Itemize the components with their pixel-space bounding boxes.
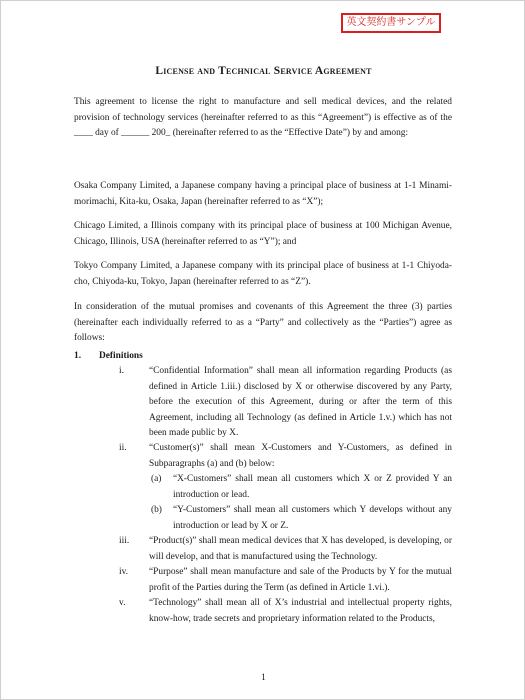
- item-number: v.: [119, 598, 126, 608]
- item-number: i.: [119, 366, 124, 376]
- definition-y-customers: “Y-Customers” shall mean all customers which Y develops without any introduction or lead by X or Z.: [173, 505, 452, 531]
- section-number: 1.: [74, 351, 82, 361]
- item-number: iv.: [119, 567, 129, 577]
- definition-confidential-information: “Confidential Information” shall mean all information regarding Products (as defined in Article 1.iii.) disclosed by X or otherwise discovered by any Party, before the execution of this Agreement, during or after the term of this Agreement, including all Technology (as defined in Article 1.v.) which has not been made public by X.: [149, 366, 452, 438]
- subitem-number: (a): [151, 474, 162, 484]
- intro-paragraph: This agreement to license the right to manufacture and sell medical devices, and the related provision of technology services (hereinafter referred to as this “Agreement”) is effective as of the ____ day of ______ 200_ (hereinafter referred to as the “Effective Date”) by and among:: [74, 97, 452, 138]
- item-number: iii.: [119, 536, 130, 546]
- definition-customers: “Customer(s)” shall mean X-Customers and Y-Customers, as defined in Subparagraphs (a) and (b) below:: [149, 443, 452, 469]
- document-title-text: License and Technical Service Agreement: [155, 65, 372, 77]
- party-x-paragraph: Osaka Company Limited, a Japanese company having a principal place of business at 1-1 Minami-morimachi, Kita-ku, Osaka, Japan (hereinafter referred to as “X”);: [74, 181, 452, 207]
- definition-products: “Product(s)” shall mean medical devices that X has developed, is developing, or will develop, and that is manufactured using the Technology.: [149, 536, 452, 562]
- party-y-paragraph: Chicago Limited, a Illinois company with its principal place of business at 100 Michigan Avenue, Chicago, Illinois, USA (hereinafter referred to as “Y”); and: [74, 221, 452, 247]
- party-z-paragraph: Tokyo Company Limited, a Japanese company with its principal place of business at 1-1 Chiyoda-cho, Chiyoda-ku, Tokyo, Japan (hereinafter referred to as “Z”).: [74, 261, 452, 287]
- definition-x-customers: “X-Customers” shall mean all customers which X or Z provided Y an introduction or lead.: [173, 474, 452, 500]
- page-number: 1: [261, 673, 266, 683]
- subitem-number: (b): [151, 505, 162, 515]
- definition-technology: “Technology” shall mean all of X’s industrial and intellectual property rights, know-how, trade secrets and proprietary information related to the Products,: [149, 598, 452, 624]
- section-heading: Definitions: [99, 351, 143, 361]
- definition-purpose: “Purpose” shall mean manufacture and sale of the Products by Y for the mutual profit of the Parties during the Term (as defined in Article 1.vi.).: [149, 567, 452, 593]
- item-number: ii.: [119, 443, 127, 453]
- consideration-paragraph: In consideration of the mutual promises and covenants of this Agreement the three (3) parties (hereinafter each individually referred to as a “Party” and collectively as the “Parties”) agree as follows:: [74, 302, 452, 343]
- sample-stamp: 英文契約書サンプル: [341, 13, 441, 33]
- document-title: [1, 65, 525, 77]
